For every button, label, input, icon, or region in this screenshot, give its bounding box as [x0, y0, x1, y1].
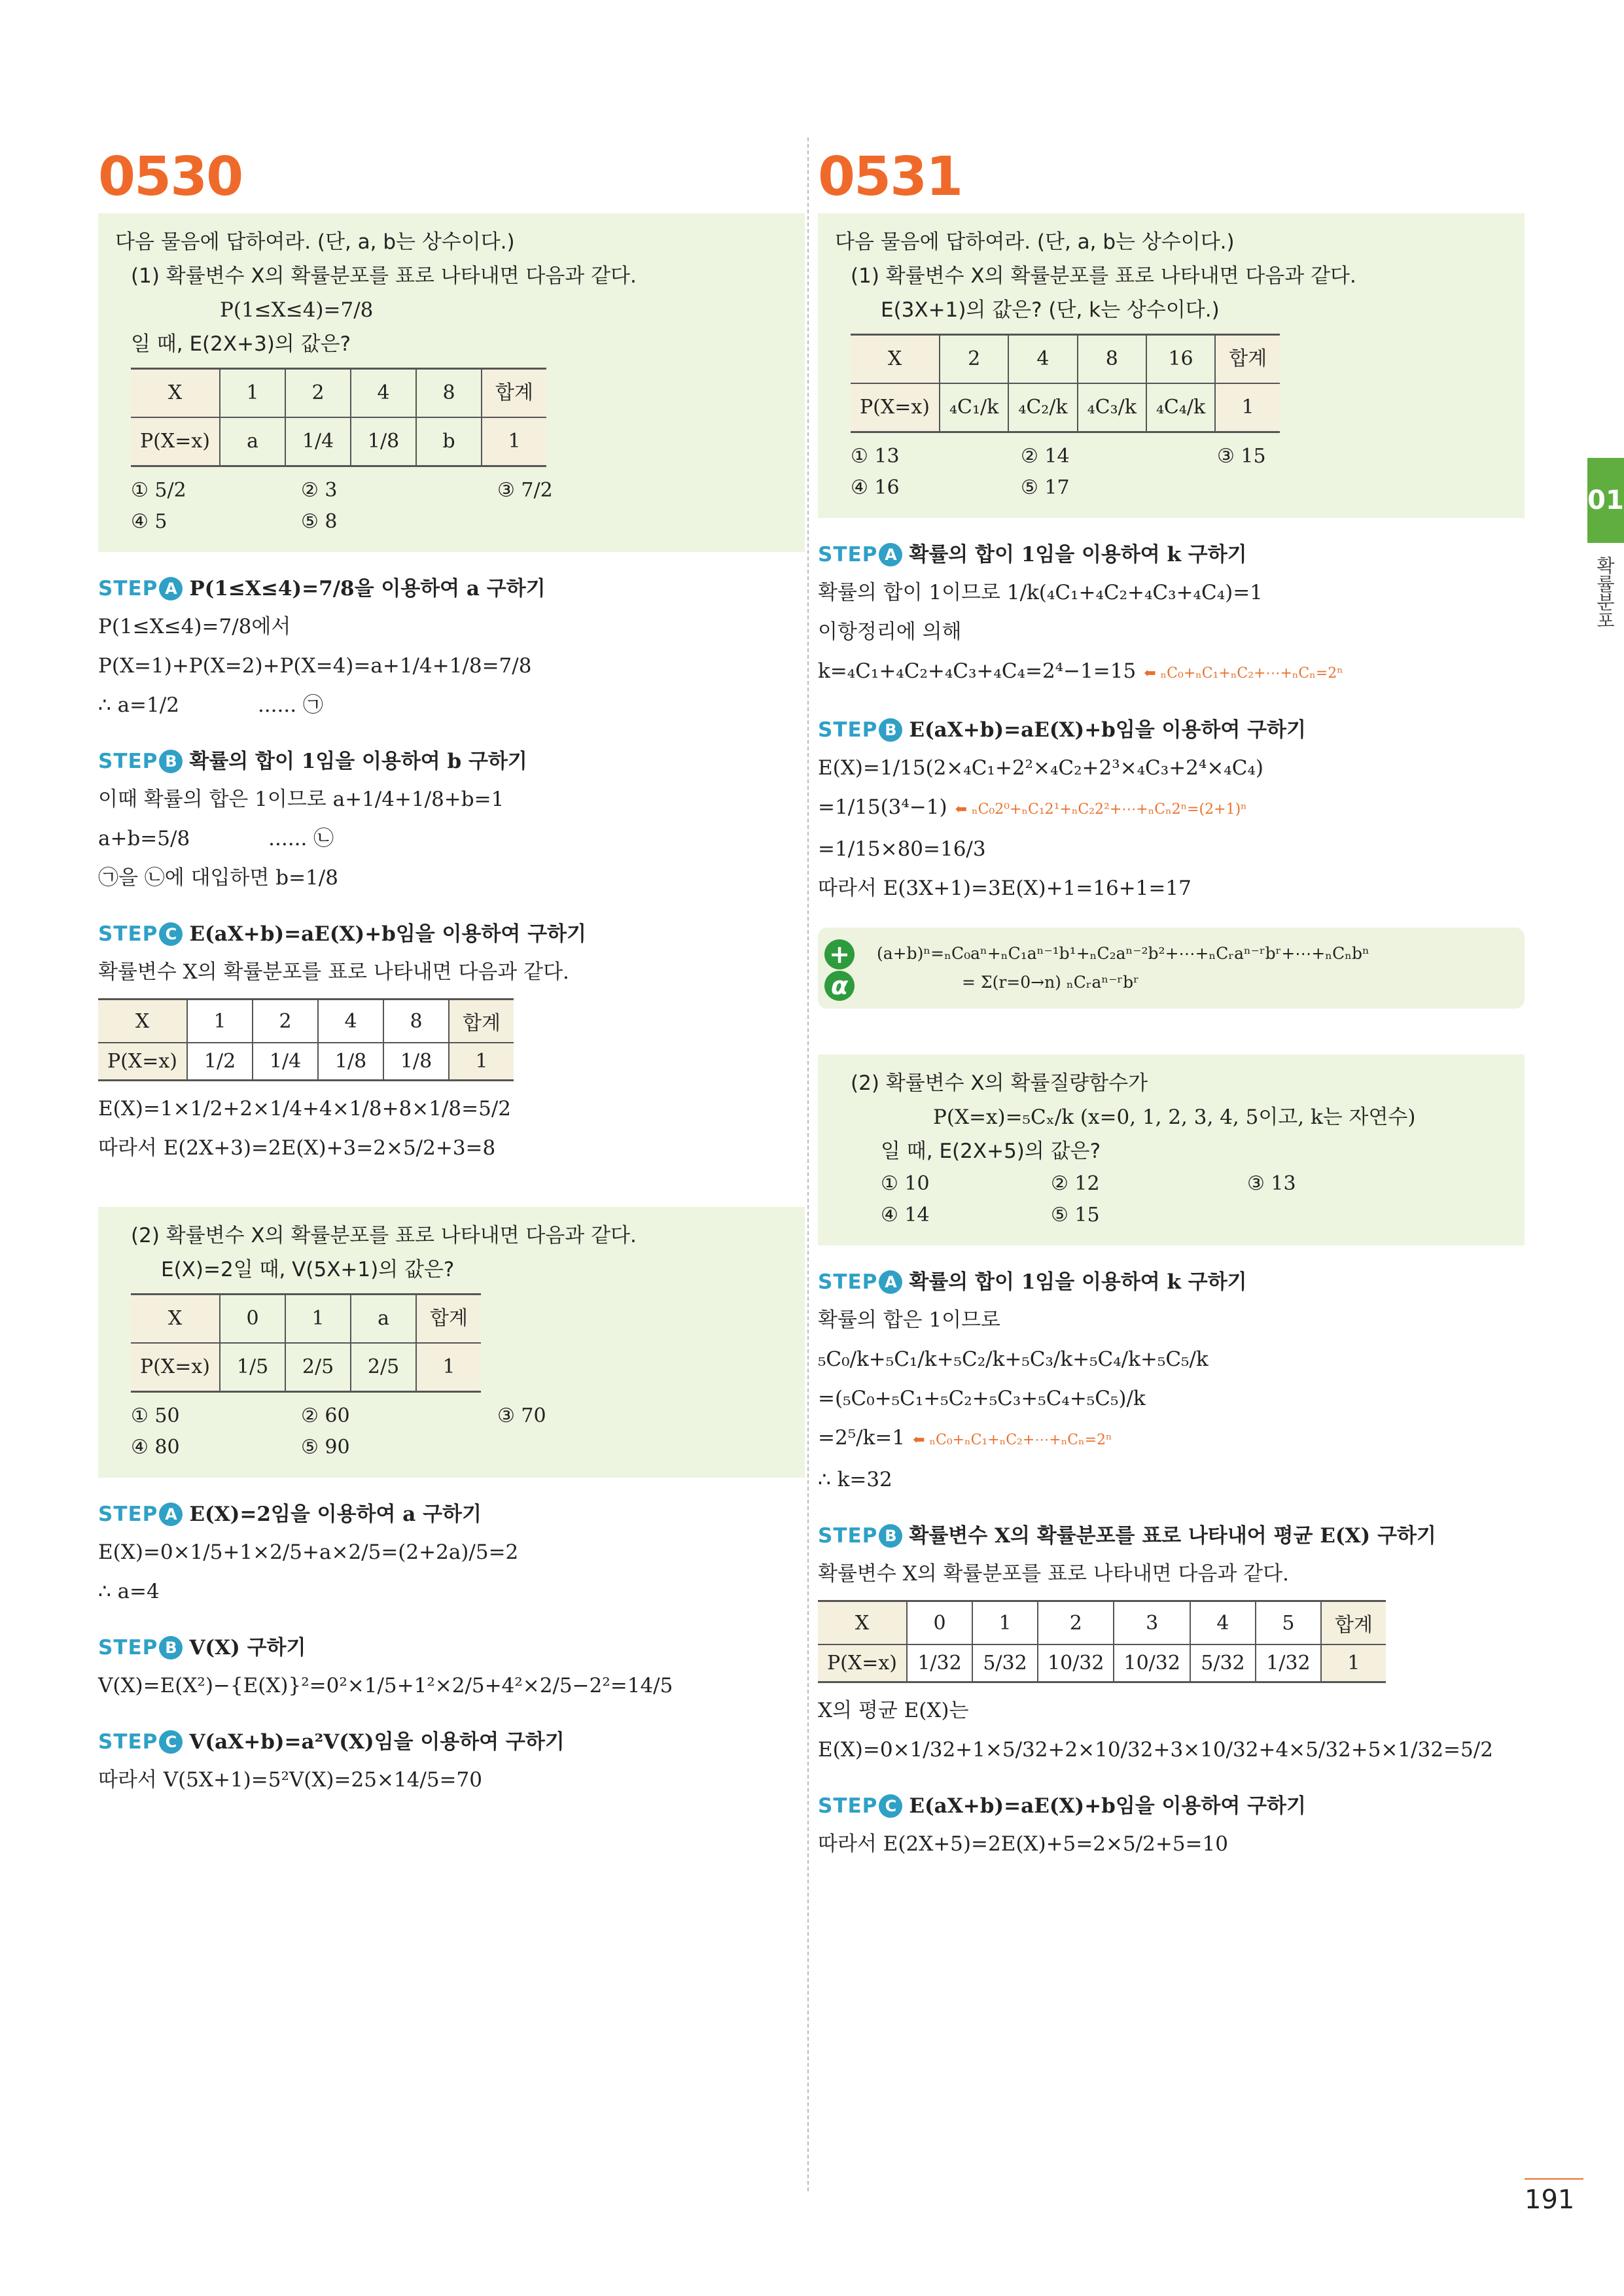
- step-heading: [98, 1724, 805, 1760]
- table-cell: b: [416, 417, 482, 466]
- step-title: P(1≤X≤4)=7/8을 이용하여 a 구하기: [189, 577, 546, 600]
- step-badge: C: [159, 922, 183, 946]
- step-word: STEP: [98, 750, 158, 773]
- solution-line: =1/15×80=16/3: [818, 837, 986, 861]
- step-badge: B: [879, 1524, 902, 1548]
- solution-line: E(X)=0×1/5+1×2/5+a×2/5=(2+2a)/5=2: [98, 1540, 519, 1564]
- step-badge: A: [159, 577, 183, 600]
- table-cell: P(X=x): [818, 1644, 907, 1682]
- step-word: STEP: [818, 1524, 878, 1548]
- answer-choice: ⑤ 90: [301, 1436, 350, 1459]
- answer-choice: ⑤ 8: [301, 510, 338, 533]
- table-cell: 2: [1038, 1601, 1114, 1645]
- problem-box-1: [818, 213, 1525, 518]
- step-heading: [98, 1629, 805, 1666]
- right-column: [818, 146, 1525, 1864]
- table-cell: 1/8: [318, 1043, 383, 1081]
- hint-note: ⬅ ₙC₀+ₙC₁+ₙC₂+⋯+ₙCₙ=2ⁿ: [1144, 665, 1343, 682]
- solution-line: 확률변수 X의 확률분포를 표로 나타내면 다음과 같다.: [98, 960, 569, 984]
- table-cell: 4: [351, 369, 416, 418]
- distribution-table: [98, 998, 514, 1081]
- question: 일 때, E(2X+5)의 값은?: [881, 1139, 1101, 1163]
- step-badge: A: [159, 1503, 183, 1526]
- problem-number: 0531: [818, 146, 962, 208]
- answer-choice: ② 12: [1051, 1172, 1100, 1195]
- answer-choice: ② 14: [1021, 445, 1070, 468]
- table-row: [851, 335, 1280, 384]
- table-cell: 4: [1190, 1601, 1256, 1645]
- step-word: STEP: [818, 543, 878, 566]
- table-cell: X: [131, 1295, 220, 1344]
- hint-note: ⬅ ₙC₀2⁰+ₙC₁2¹+ₙC₂2²+⋯+ₙCₙ2ⁿ=(2+1)ⁿ: [955, 801, 1247, 818]
- step-title: E(aX+b)=aE(X)+b임을 이용하여 구하기: [909, 1794, 1306, 1818]
- answer-choices: [115, 1400, 788, 1463]
- step-word: STEP: [818, 1794, 878, 1818]
- step-badge: B: [879, 718, 902, 742]
- table-cell: 10/32: [1038, 1644, 1114, 1682]
- table-cell: 0: [220, 1295, 285, 1344]
- table-cell: ₄C₄/k: [1146, 383, 1215, 432]
- table-row: [818, 1644, 1386, 1682]
- answer-choice: ② 60: [301, 1404, 350, 1427]
- table-cell: 2/5: [285, 1343, 351, 1392]
- step-badge: B: [159, 750, 183, 773]
- solution-line: ₅C₀/k+₅C₁/k+₅C₂/k+₅C₃/k+₅C₄/k+₅C₅/k: [818, 1348, 1209, 1371]
- step-word: STEP: [818, 718, 878, 742]
- table-cell: ₄C₁/k: [940, 383, 1008, 432]
- step-heading: [818, 1518, 1525, 1554]
- binomial-sum: = Σ(r=0→n) ₙCᵣaⁿ⁻ʳbʳ: [962, 973, 1139, 992]
- solution-line: E(X)=0×1/32+1×5/32+2×10/32+3×10/32+4×5/32+5×1/32=5/2: [818, 1738, 1493, 1762]
- part-lead: (1) 확률변수 X의 확률분포를 표로 나타내면 다음과 같다.: [851, 264, 1356, 288]
- problem-number: 0530: [98, 146, 243, 208]
- step-title: V(X) 구하기: [189, 1636, 306, 1660]
- solution-line: 확률의 합은 1이므로: [818, 1308, 1000, 1332]
- table-cell: 1/4: [285, 417, 351, 466]
- answer-choice: ① 10: [881, 1172, 930, 1195]
- answer-choices: [835, 1168, 1508, 1231]
- solution-line: a+b=5/8 ...... ㉡: [98, 819, 805, 858]
- solution-line: =(₅C₀+₅C₁+₅C₂+₅C₃+₅C₄+₅C₅)/k: [818, 1387, 1146, 1410]
- page-number: 191: [1525, 2185, 1575, 2215]
- solution-line: P(1≤X≤4)=7/8에서: [98, 615, 291, 638]
- chapter-tab: 01: [1587, 458, 1624, 543]
- table-cell: 10/32: [1114, 1644, 1190, 1682]
- solution-line: ㉠을 ㉡에 대입하면 b=1/8: [98, 866, 338, 890]
- solution-line: 따라서 E(3X+1)=3E(X)+1=16+1=17: [818, 877, 1192, 900]
- solution-line: V(X)=E(X²)−{E(X)}²=0²×1/5+1²×2/5+4²×2/5−2²=14/5: [98, 1674, 673, 1697]
- solution-line: ∴ a=1/2 ...... ㉠: [98, 686, 805, 725]
- problem-intro: 다음 물음에 답하여라. (단, a, b는 상수이다.): [115, 230, 515, 254]
- table-cell: X: [851, 335, 940, 384]
- table-cell: 합계: [482, 369, 546, 418]
- table-cell: a: [351, 1295, 416, 1344]
- table-cell: 1: [482, 417, 546, 466]
- table-row: [131, 369, 546, 418]
- table-row: [131, 1295, 481, 1344]
- table-cell: ₄C₃/k: [1078, 383, 1146, 432]
- step-title: E(aX+b)=aE(X)+b임을 이용하여 구하기: [189, 922, 586, 946]
- step-word: STEP: [818, 1270, 878, 1294]
- table-cell: 5: [1256, 1601, 1321, 1645]
- table-cell: 2: [940, 335, 1008, 384]
- step-heading: [98, 743, 805, 780]
- step-badge: B: [159, 1636, 183, 1660]
- step-title: E(aX+b)=aE(X)+b임을 이용하여 구하기: [909, 718, 1306, 742]
- table-cell: 2: [285, 369, 351, 418]
- answer-choice: ⑤ 15: [1051, 1204, 1100, 1226]
- part-lead: (1) 확률변수 X의 확률분포를 표로 나타내면 다음과 같다.: [131, 264, 637, 288]
- answer-choice: ④ 80: [131, 1436, 180, 1459]
- step-title: 확률의 합이 1임을 이용하여 b 구하기: [189, 750, 527, 773]
- part-lead: (2) 확률변수 X의 확률분포를 표로 나타내면 다음과 같다.: [131, 1224, 637, 1247]
- plus-alpha-icon: + α: [824, 939, 856, 1000]
- problem-box-2: [98, 1207, 805, 1478]
- question: 일 때, E(2X+3)의 값은?: [131, 332, 351, 356]
- problem-intro: 다음 물음에 답하여라. (단, a, b는 상수이다.): [835, 230, 1235, 254]
- step-badge: A: [879, 1270, 902, 1294]
- step-heading: [818, 712, 1525, 748]
- solution-line: 확률의 합이 1이므로 1/k(₄C₁+₄C₂+₄C₃+₄C₄)=1: [818, 581, 1263, 604]
- table-cell: 합계: [449, 1000, 514, 1043]
- table-cell: 5/32: [972, 1644, 1038, 1682]
- answer-choice: ③ 13: [1247, 1172, 1296, 1195]
- table-cell: 1: [285, 1295, 351, 1344]
- solution-2: [98, 1496, 805, 1800]
- table-cell: 1: [416, 1343, 481, 1392]
- solution-line: =2⁵/k=1 ⬅ ₙC₀+ₙC₁+ₙC₂+⋯+ₙCₙ=2ⁿ: [818, 1426, 1112, 1450]
- table-cell: P(X=x): [131, 1343, 220, 1392]
- column-divider: [807, 137, 809, 2191]
- answer-choice: ⑤ 17: [1021, 476, 1070, 499]
- solution-line: 이항정리에 의해: [818, 620, 962, 644]
- step-title: 확률변수 X의 확률분포를 표로 나타내어 평균 E(X) 구하기: [909, 1524, 1436, 1548]
- answer-choice: ① 5/2: [131, 479, 186, 502]
- answer-choice: ③ 15: [1217, 445, 1266, 468]
- step-heading: [818, 536, 1525, 573]
- solution-line: E(X)=1×1/2+2×1/4+4×1/8+8×1/8=5/2: [98, 1097, 512, 1121]
- step-word: STEP: [98, 577, 158, 600]
- problem-box-2: [818, 1054, 1525, 1245]
- table-row: [851, 383, 1280, 432]
- table-row: [131, 417, 546, 466]
- table-cell: X: [98, 1000, 187, 1043]
- part-lead: (2) 확률변수 X의 확률질량함수가: [851, 1071, 1148, 1095]
- solution-1: [98, 570, 805, 1168]
- table-cell: 8: [416, 369, 482, 418]
- table-cell: 1/32: [1256, 1644, 1321, 1682]
- table-cell: 1/8: [351, 417, 416, 466]
- equation-mark: ...... ㉡: [268, 827, 334, 850]
- solution-line: 따라서 E(2X+3)=2E(X)+3=2×5/2+3=8: [98, 1136, 496, 1160]
- distribution-table: [131, 368, 546, 467]
- binomial-theorem: (a+b)ⁿ=ₙC₀aⁿ+ₙC₁aⁿ⁻¹b¹+ₙC₂aⁿ⁻²b²+⋯+ₙCᵣaⁿ⁻ʳbʳ+⋯+ₙCₙbⁿ: [877, 944, 1369, 963]
- step-heading: [98, 570, 805, 607]
- step-title: V(aX+b)=a²V(X)임을 이용하여 구하기: [189, 1730, 565, 1754]
- chapter-label: 확률분포: [1594, 556, 1615, 629]
- step-title: 확률의 합이 1임을 이용하여 k 구하기: [909, 1270, 1247, 1294]
- step-heading: [818, 1264, 1525, 1300]
- solution-line: 이때 확률의 합은 1이므로 a+1/4+1/8+b=1: [98, 788, 504, 811]
- table-cell: 합계: [416, 1295, 481, 1344]
- table-cell: P(X=x): [98, 1043, 187, 1081]
- table-cell: 1/32: [907, 1644, 972, 1682]
- table-cell: 1: [1215, 383, 1280, 432]
- step-word: STEP: [98, 1636, 158, 1660]
- equation-mark: ...... ㉠: [257, 693, 323, 717]
- step-word: STEP: [98, 922, 158, 946]
- step-title: 확률의 합이 1임을 이용하여 k 구하기: [909, 543, 1247, 566]
- table-cell: 16: [1146, 335, 1215, 384]
- table-cell: 0: [907, 1601, 972, 1645]
- solution-line: ∴ k=32: [818, 1468, 892, 1491]
- table-cell: 1/8: [383, 1043, 449, 1081]
- question: E(X)=2일 때, V(5X+1)의 값은?: [161, 1258, 455, 1281]
- table-row: [98, 1000, 514, 1043]
- problem-box-1: [98, 213, 805, 552]
- answer-choice: ④ 14: [881, 1204, 930, 1226]
- solution-line: E(X)=1/15(2×₄C₁+2²×₄C₂+2³×₄C₃+2⁴×₄C₄): [818, 756, 1263, 780]
- plus-alpha-box: [818, 928, 1525, 1009]
- answer-choice: ② 3: [301, 479, 338, 502]
- left-column: [98, 146, 805, 1800]
- step-heading: [98, 916, 805, 952]
- answer-choices: [115, 475, 788, 538]
- answer-choices: [835, 441, 1508, 504]
- table-cell: 1/4: [253, 1043, 318, 1081]
- table-cell: 3: [1114, 1601, 1190, 1645]
- condition: P(1≤X≤4)=7/8: [220, 298, 374, 322]
- table-cell: 1/5: [220, 1343, 285, 1392]
- table-cell: a: [220, 417, 285, 466]
- table-row: [98, 1043, 514, 1081]
- answer-choice: ① 13: [851, 445, 900, 468]
- table-cell: 1: [187, 1000, 253, 1043]
- step-word: STEP: [98, 1730, 158, 1754]
- table-cell: 2/5: [351, 1343, 416, 1392]
- solution-2: [818, 1264, 1525, 1864]
- table-cell: 1: [449, 1043, 514, 1081]
- answer-choice: ④ 5: [131, 510, 168, 533]
- table-cell: 1: [972, 1601, 1038, 1645]
- distribution-table: [131, 1293, 481, 1393]
- solution-line: ∴ a=4: [98, 1580, 160, 1603]
- step-title: E(X)=2임을 이용하여 a 구하기: [189, 1503, 482, 1526]
- table-cell: 합계: [1321, 1601, 1386, 1645]
- page-rule: [1525, 2178, 1583, 2180]
- table-row: [818, 1601, 1386, 1645]
- table-cell: 8: [383, 1000, 449, 1043]
- table-cell: X: [131, 369, 220, 418]
- solution-line: P(X=1)+P(X=2)+P(X=4)=a+1/4+1/8=7/8: [98, 654, 532, 678]
- condition: P(X=x)=₅Cₓ/k (x=0, 1, 2, 3, 4, 5이고, k는 자연수): [933, 1105, 1416, 1129]
- step-heading: [98, 1496, 805, 1533]
- table-cell: 합계: [1215, 335, 1280, 384]
- step-heading: [818, 1788, 1525, 1824]
- table-cell: 5/32: [1190, 1644, 1256, 1682]
- table-cell: P(X=x): [851, 383, 940, 432]
- hint-note: ⬅ ₙC₀+ₙC₁+ₙC₂+⋯+ₙCₙ=2ⁿ: [913, 1432, 1112, 1448]
- table-cell: 2: [253, 1000, 318, 1043]
- table-cell: X: [818, 1601, 907, 1645]
- table-cell: 8: [1078, 335, 1146, 384]
- step-badge: A: [879, 543, 902, 566]
- step-badge: C: [879, 1794, 902, 1818]
- step-word: STEP: [98, 1503, 158, 1526]
- distribution-table: [851, 334, 1280, 433]
- question: E(3X+1)의 값은? (단, k는 상수이다.): [881, 298, 1220, 322]
- step-badge: C: [159, 1730, 183, 1754]
- table-cell: 4: [318, 1000, 383, 1043]
- answer-choice: ① 50: [131, 1404, 180, 1427]
- solution-1: [818, 536, 1525, 908]
- answer-choice: ③ 7/2: [497, 479, 553, 502]
- solution-line: 확률변수 X의 확률분포를 표로 나타내면 다음과 같다.: [818, 1562, 1289, 1586]
- solution-line: 따라서 E(2X+5)=2E(X)+5=2×5/2+5=10: [818, 1832, 1228, 1856]
- table-cell: 1/2: [187, 1043, 253, 1081]
- table-cell: P(X=x): [131, 417, 220, 466]
- solution-line: 따라서 V(5X+1)=5²V(X)=25×14/5=70: [98, 1768, 482, 1792]
- solution-line: =1/15(3⁴−1) ⬅ ₙC₀2⁰+ₙC₁2¹+ₙC₂2²+⋯+ₙCₙ2ⁿ=(2+1)ⁿ: [818, 795, 1247, 819]
- table-cell: ₄C₂/k: [1008, 383, 1077, 432]
- table-cell: 1: [1321, 1644, 1386, 1682]
- solution-line: X의 평균 E(X)는: [818, 1699, 969, 1722]
- table-cell: 4: [1008, 335, 1077, 384]
- answer-choice: ④ 16: [851, 476, 900, 499]
- distribution-table: [818, 1600, 1386, 1683]
- table-row: [131, 1343, 481, 1392]
- table-cell: 1: [220, 369, 285, 418]
- answer-choice: ③ 70: [497, 1404, 546, 1427]
- solution-line: k=₄C₁+₄C₂+₄C₃+₄C₄=2⁴−1=15 ⬅ ₙC₀+ₙC₁+ₙC₂+⋯+ₙCₙ=2ⁿ: [818, 659, 1343, 683]
